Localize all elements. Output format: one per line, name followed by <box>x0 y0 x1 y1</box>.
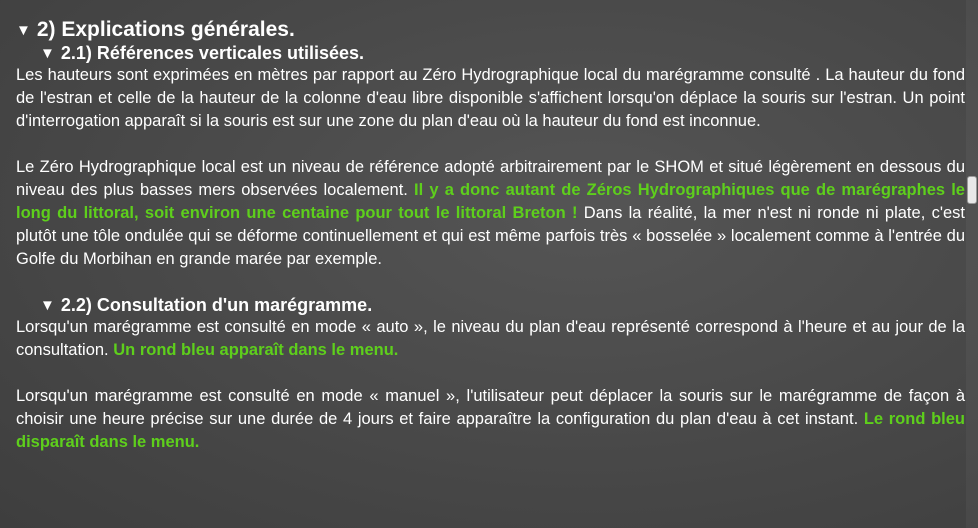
paragraph-text: Lorsqu'un marégramme est consulté en mode « manuel », l'utilisateur peut déplacer la souris sur le marégramme de façon à choisir une heure précise sur une durée de 4 jours et faire apparaître la configuration du plan d'eau à cet instant. <box>16 387 965 428</box>
paragraph-text: Dans la réalité, la mer n'est ni ronde ni plate, c'est plutôt une tôle ondulée qui se déforme continuellement et qui est même parfois très « bosselée » localement comme à l'entrée du Golfe du Morbihan en grande marée par exemple. <box>16 204 965 268</box>
highlight-text: Un rond bleu apparaît dans le menu. <box>113 341 399 359</box>
paragraph-text: Le Zéro Hydrographique local est un niveau de référence adopté arbitrairement par le SHOM et situé légèrement en dessous du niveau des plus basses mers observées localement. <box>16 158 965 199</box>
scrollbar-thumb[interactable] <box>967 176 977 204</box>
collapse-triangle-icon[interactable]: ▼ <box>40 44 55 62</box>
section-2-title: 2) Explications générales. <box>36 18 295 41</box>
paragraph-mode-auto <box>16 316 965 362</box>
section-2-1-title: 2.1) Références verticales utilisées. <box>60 43 365 63</box>
paragraph-zero-hydrographique <box>16 156 965 271</box>
highlight-text: Le rond bleu disparaît dans le menu. <box>16 410 966 451</box>
collapse-triangle-icon[interactable]: ▼ <box>16 21 31 39</box>
section-2-header[interactable] <box>16 18 965 42</box>
collapse-triangle-icon[interactable]: ▼ <box>40 296 55 314</box>
paragraph-spacer <box>16 362 965 385</box>
section-2-2-header[interactable] <box>16 294 965 316</box>
section-2-2-title: 2.2) Consultation d'un marégramme. <box>60 295 373 315</box>
paragraph-text: Lorsqu'un marégramme est consulté en mode « auto », le niveau du plan d'eau représenté correspond à l'heure et au jour de la consultation. <box>16 318 965 359</box>
paragraph-spacer <box>16 133 965 156</box>
section-spacer <box>16 271 965 294</box>
help-content <box>16 18 965 454</box>
paragraph-vertical-references: Les hauteurs sont exprimées en mètres par rapport au Zéro Hydrographique local du marégramme consulté . La hauteur du fond de l'estran et celle de la hauteur de la colonne d'eau libre disponible s'affichent lorsqu'on déplace la souris sur l'estran. Un point d'interrogation apparaît si la souris est sur une zone du plan d'eau où la hauteur du fond est inconnue. <box>16 66 965 130</box>
highlight-text: Il y a donc autant de Zéros Hydrographiques que de marégraphes le long du littoral, soit environ une centaine pour tout le littoral Breton ! <box>16 181 965 222</box>
section-2-1-header[interactable] <box>16 42 965 64</box>
vertical-scrollbar[interactable] <box>966 0 978 528</box>
paragraph-mode-manuel <box>16 385 965 454</box>
